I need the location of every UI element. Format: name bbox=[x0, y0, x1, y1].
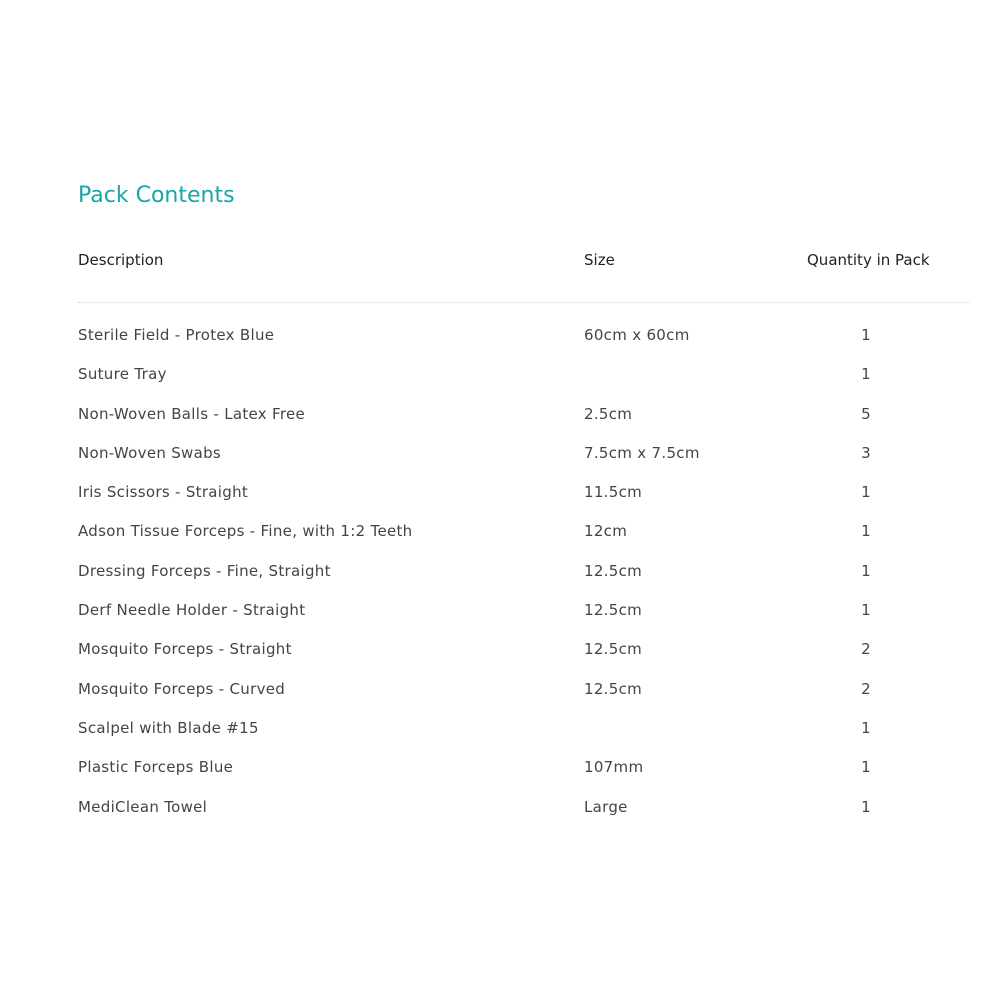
row-quantity: 1 bbox=[861, 326, 871, 344]
row-quantity: 2 bbox=[861, 679, 871, 698]
row-quantity: 3 bbox=[861, 443, 871, 462]
row-quantity: 2 bbox=[861, 640, 871, 659]
row-description: Mosquito Forceps - Curved bbox=[78, 679, 286, 698]
table-row bbox=[78, 325, 970, 364]
table-row bbox=[78, 600, 970, 639]
table-header bbox=[78, 248, 970, 272]
row-description: Mosquito Forceps - Straight bbox=[78, 640, 292, 659]
header-description: Description bbox=[78, 251, 164, 269]
row-quantity: 5 bbox=[861, 404, 871, 423]
row-quantity: 1 bbox=[861, 483, 871, 502]
row-description: Dressing Forceps - Fine, Straight bbox=[78, 561, 331, 580]
row-size: 12.5cm bbox=[584, 601, 643, 620]
table-body bbox=[78, 325, 970, 836]
row-description: Suture Tray bbox=[78, 365, 167, 384]
table-row bbox=[78, 364, 970, 403]
table-row bbox=[78, 639, 970, 678]
row-size: 107mm bbox=[584, 758, 644, 777]
row-quantity: 1 bbox=[861, 365, 871, 384]
row-description: Derf Needle Holder - Straight bbox=[78, 601, 306, 620]
row-size: Large bbox=[584, 797, 628, 816]
row-description: Non-Woven Balls - Latex Free bbox=[78, 404, 306, 423]
table-row bbox=[78, 679, 970, 718]
row-quantity: 1 bbox=[861, 718, 871, 737]
table-row bbox=[78, 757, 970, 796]
row-description: Sterile Field - Protex Blue bbox=[78, 326, 275, 344]
table-row bbox=[78, 561, 970, 600]
row-size: 12cm bbox=[584, 522, 628, 541]
row-size: 2.5cm bbox=[584, 404, 633, 423]
page-title: Pack Contents bbox=[78, 183, 235, 208]
table-row bbox=[78, 443, 970, 482]
table-row bbox=[78, 404, 970, 443]
header-size: Size bbox=[584, 251, 615, 269]
row-description: Iris Scissors - Straight bbox=[78, 483, 249, 502]
row-description: Non-Woven Swabs bbox=[78, 443, 222, 462]
row-quantity: 1 bbox=[861, 522, 871, 541]
table-row bbox=[78, 797, 970, 836]
row-quantity: 1 bbox=[861, 561, 871, 580]
table-row bbox=[78, 718, 970, 757]
row-description: Scalpel with Blade #15 bbox=[78, 718, 259, 737]
header-quantity: Quantity in Pack bbox=[807, 251, 930, 269]
row-quantity: 1 bbox=[861, 758, 871, 777]
table-row bbox=[78, 521, 970, 560]
row-size: 11.5cm bbox=[584, 483, 643, 502]
pack-contents-section bbox=[78, 180, 970, 836]
row-size: 60cm x 60cm bbox=[584, 326, 690, 344]
row-size: 12.5cm bbox=[584, 640, 643, 659]
header-divider bbox=[78, 302, 970, 303]
row-description: Plastic Forceps Blue bbox=[78, 758, 234, 777]
row-description: MediClean Towel bbox=[78, 797, 208, 816]
row-quantity: 1 bbox=[861, 601, 871, 620]
row-size: 12.5cm bbox=[584, 679, 643, 698]
row-quantity: 1 bbox=[861, 797, 871, 816]
row-size: 7.5cm x 7.5cm bbox=[584, 443, 700, 462]
table-row bbox=[78, 482, 970, 521]
row-description: Adson Tissue Forceps - Fine, with 1:2 Teeth bbox=[78, 522, 413, 541]
row-size: 12.5cm bbox=[584, 561, 643, 580]
